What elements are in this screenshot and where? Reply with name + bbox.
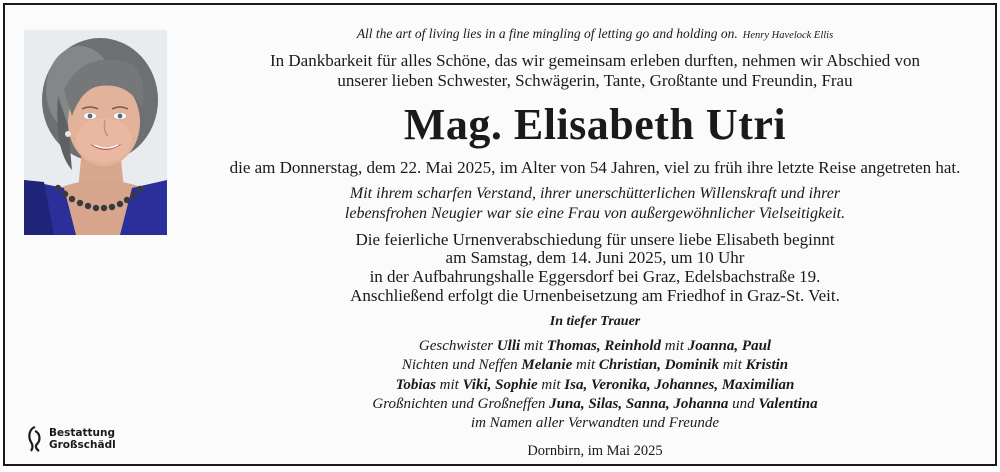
funeral-home-name-1: Bestattung xyxy=(49,427,115,439)
family-connector: mit xyxy=(541,377,561,393)
family-name: Ulli xyxy=(496,338,521,354)
funeral-home-logo xyxy=(25,425,116,453)
family-connector: mit xyxy=(722,357,742,373)
family-label: Großnichten und Großneffen xyxy=(372,396,546,412)
ceremony-line-1: Die feierliche Urnenverabschiedung für unsere liebe Elisabeth beginnt xyxy=(355,230,835,249)
family-name: Juna, Silas, Sanna, Johanna xyxy=(549,396,729,412)
quote xyxy=(215,26,975,42)
family-name: Melanie xyxy=(521,357,573,373)
family-grand-nieces-nephews xyxy=(215,396,975,413)
family-connector: und xyxy=(732,396,755,412)
family-name: Tobias xyxy=(395,377,436,393)
funeral-home-name-2: Großschädl xyxy=(49,439,116,451)
portrait-photo xyxy=(24,30,167,235)
family-label: Nichten und Neffen xyxy=(401,357,518,373)
tribute-line-1: Mit ihrem scharfen Verstand, ihrer unerschütterlichen Willenskraft und ihrer xyxy=(349,185,841,202)
family-connector: mit xyxy=(575,357,596,373)
family-label: Geschwister xyxy=(418,338,494,354)
family-name: Joanna, Paul xyxy=(687,338,772,354)
ceremony-line-3: in der Aufbahrungshalle Eggersdorf bei Graz, Edelsbachstraße 19. xyxy=(369,267,821,286)
family-connector: mit xyxy=(439,377,459,393)
family-nieces-nephews xyxy=(215,357,975,374)
family-name: Isa, Veronika, Johannes, Maximilian xyxy=(564,377,795,393)
family-connector: mit xyxy=(523,338,544,354)
death-details: die am Donnerstag, dem 22. Mai 2025, im Alter von 54 Jahren, viel zu früh ihre letzte Reise angetreten hat. xyxy=(229,158,961,177)
intro-line-2: unserer lieben Schwester, Schwägerin, Tante, Großtante und Freundin, Frau xyxy=(337,71,853,90)
mourning-heading: In tiefer Trauer xyxy=(549,314,641,329)
family-name: Thomas, Reinhold xyxy=(546,338,662,354)
place-date: Dornbirn, im Mai 2025 xyxy=(527,443,663,459)
family-connector: mit xyxy=(664,338,684,354)
obituary-notice xyxy=(3,3,997,466)
deceased-name: Mag. Elisabeth Utri xyxy=(403,100,787,149)
family-tobias xyxy=(215,377,975,394)
ceremony-line-2: am Samstag, dem 14. Juni 2025, um 10 Uhr xyxy=(445,248,745,267)
quote-author: Henry Havelock Ellis xyxy=(742,30,834,41)
family-name: Kristin xyxy=(745,357,789,373)
family-name: Valentina xyxy=(758,396,818,412)
family-relatives: im Namen aller Verwandten und Freunde xyxy=(470,415,720,431)
family-siblings xyxy=(215,338,975,355)
tribute-line-2: lebensfrohen Neugier war sie eine Frau von außergewöhnlicher Vielseitigkeit. xyxy=(344,205,846,222)
funeral-home-logo-icon xyxy=(25,425,45,453)
ceremony-line-4: Anschließend erfolgt die Urnenbeisetzung am Friedhof in Graz-St. Veit. xyxy=(350,286,840,305)
family-name: Viki, Sophie xyxy=(462,377,538,393)
quote-text: All the art of living lies in a fine mingling of letting go and holding on. xyxy=(356,26,738,41)
family-name: Christian, Dominik xyxy=(598,357,719,373)
intro-line-1: In Dankbarkeit für alles Schöne, das wir gemeinsam erleben durften, nehmen wir Abschied von xyxy=(269,51,921,70)
